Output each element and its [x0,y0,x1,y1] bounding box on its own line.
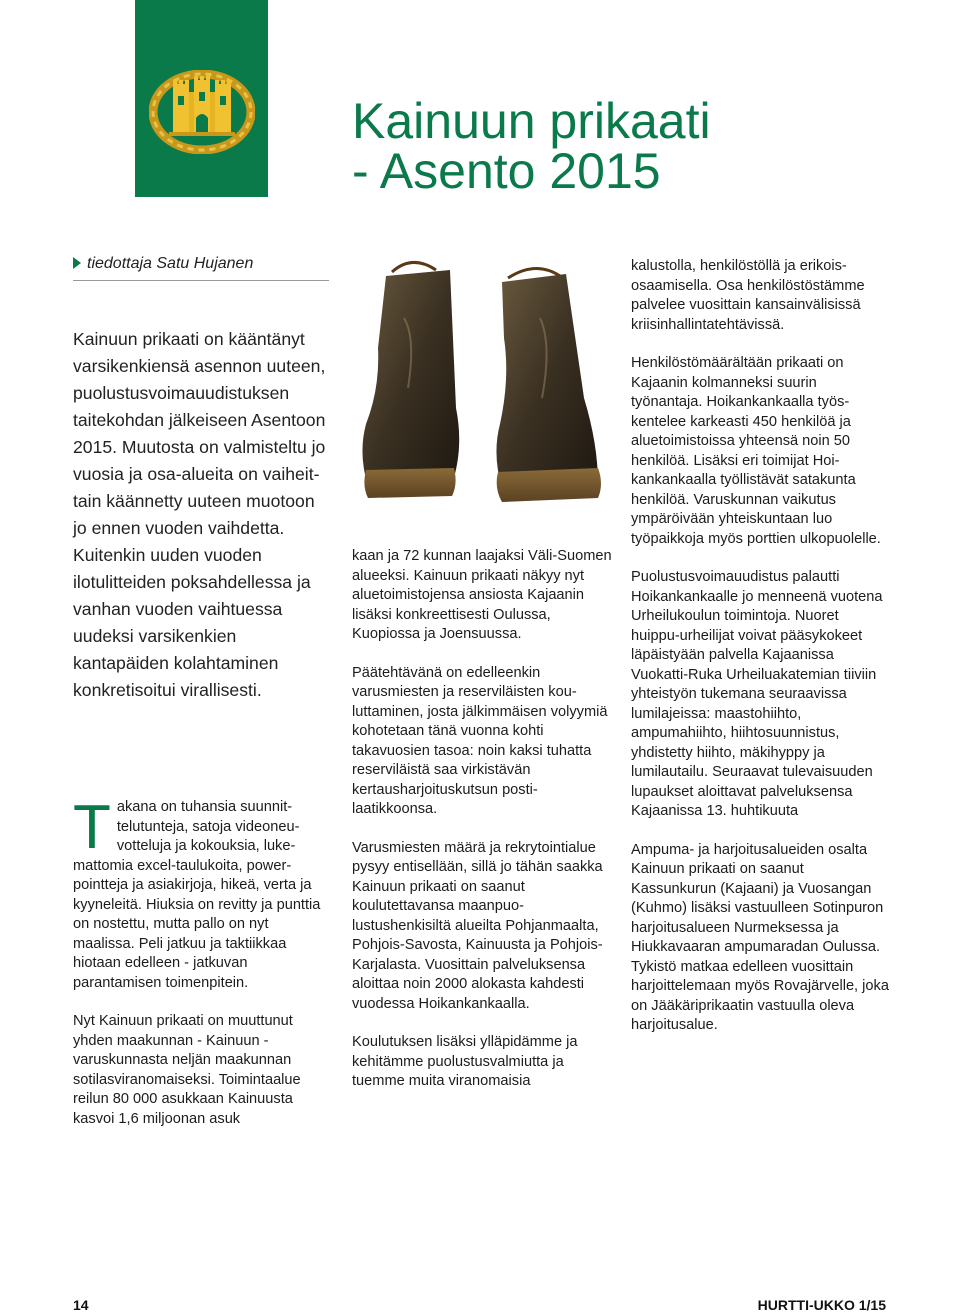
magazine-name: HURTTI-UKKO 1/15 [757,1297,886,1313]
col1-paragraph-2: Nyt Kainuun prikaati on muuttunut yhden maakunnan - Kainuun - varuskunnasta neljän maakunnan sotilasviranomaiseksi. Toimintaalue reilun 80 000 asukkaan Kainuusta kasvoi 1,6 miljoonan asuk [73,1013,301,1127]
castle-emblem-icon [149,70,255,154]
title-line-2: - Asento 2015 [352,143,661,199]
page-number: 14 [73,1297,89,1313]
byline [73,255,329,281]
col3-paragraph-4: Ampuma- ja harjoitusalueiden osalta Kainuun prikaati on saanut Kassunkurun (Kajaani) ja Vuosangan (Kuhmo) lisäksi vastuulleen Sotinpuron harjoitusalueen Nurmeksessa ja Hiukkavaaran ampumaradan Oulussa. Tykistö matkaa edelleen vuosittain harjoittelemaan myös Rovajärvelle, joka on Jääkäriprikaatin vastuulla oleva harjoitusalue. [631,841,889,1033]
column-2 [352,547,612,1111]
article-title [352,93,912,199]
brigade-badge [135,0,268,197]
col3-paragraph-1: kalustolla, henkilöstöllä ja erikoisosaamisella. Osa henkilöstöstämme palvelee vuosittain kansainvälisissä kriisinhallintatehtävissä. [631,258,865,333]
col2-paragraph-1: kaan ja 72 kunnan laajaksi Väli-Suomen alueeksi. Kainuun prikaati näkyy nyt aluetoimistojensa ansiosta Kajaanin lisäksi konkreettisesti Oulussa, Kuopiossa ja Joensuussa. [352,548,612,642]
column-1 [73,793,331,1148]
col3-paragraph-3: Puolustusvoimauudistus palautti Hoikankankaalle jo menneenä vuotena Urheilukoulun toimintoja. Nuoret huippu-urheilijat voivat pääsykokeet läpäistyään palvella Kajaanissa Vuokatti-Ruka Urheiluakatemian tiiviin yhteistyön tukemana seuraavissa lumilajeissa: maastohiihto, ampumahiihto, hiihtosuunnistus, yhdistetty hiihto, mäkihyppy ja lumilautailu. Seuraavat tulevaisuuden lupaukset aloittavat palveluksensa Kajaanissa 13. huhtikuuta [631,569,883,819]
col2-paragraph-3: Varusmiesten määrä ja rekrytointialue pysyy entisellään, sillä jo tähän saakka Kainuun prikaati on saanut koulutettavansa maanpuolustushenkisiltä alueilta Pohjanmaalta, Pohjois-Savosta, Kainuusta ja Pohjois-Karjalasta. Vuosittain palveluksensa aloittaa noin 2000 alokasta kahdesti vuodessa Hoikankankaalla. [352,839,603,1012]
lead-paragraph: Kainuun prikaati on kääntänyt varsikenkiensä asennon uuteen, puolustusvoimauudistuksen taitekohdan jälkeiseen Asentoon 2015. Muutosta on valmisteltu jo vuosia ja osa-alueita on vaiheittain käännetty uuteen muotoon jo ennen vuoden vaihdetta. Kuitenkin uuden vuoden ilotulitteiden poksahdellessa ja vanhan vuoden vaihtuessa uudeksi varsikenkien kantapäiden kolahtaminen konkretisoitui virallisesti. [73,329,326,700]
col1-paragraph-1-text: akana on tuhansia suunnittelutunteja, satoja videoneuvotteluja ja kokouksia, lukemattomia excel-taulukoita, powerpointteja ja asiakirjoja, hikeä, verta ja kyyneleitä. Hiuksia on revitty ja punttia on nostettu, mutta pallo on nyt maalissa. Peli jatkuu ja taktiikkaa hiotaan edelleen - jatkuvan parantamisen toimenpitein. [73,799,321,991]
column-3 [631,257,889,1055]
col2-paragraph-4: Koulutuksen lisäksi ylläpidämme ja kehitämme puolustusvalmiutta ja tuemme muita viranomaisia [352,1034,578,1089]
col3-paragraph-2: Henkilöstömäärältään prikaati on Kajaanin kolmanneksi suurin työnantaja. Hoikankankaalla työskentelee karkeasti 450 henkilöä ja aluetoimistoissa yhteensä noin 50 henkilöä. Lisäksi eri toimijat Hoikankankaalla työllistävät satakunta henkilöä. Varuskunnan vaikutus ympäröivään yhteiskuntaan luo työpaikkoja myös porttien ulkopuolelle. [631,355,881,547]
title-line-1: Kainuun prikaati [352,93,711,149]
byline-text: tiedottaja Satu Hujanen [87,255,254,272]
col1-paragraph-1 [73,793,331,993]
col2-paragraph-2: Päätehtävänä on edelleenkin varusmiesten ja reserviläisten kouluttaminen, josta jälkimmäisen volyymiä kohotetaan tänä vuonna kohti takavuosien tasoa: noin kaksi tuhatta reserviläistä saa virkistävän kertausharjoituskutsun postilaatikkoonsa. [352,664,608,817]
byline-arrow-icon [73,257,81,269]
boots-photo [352,248,614,520]
dropcap: T [73,793,111,862]
